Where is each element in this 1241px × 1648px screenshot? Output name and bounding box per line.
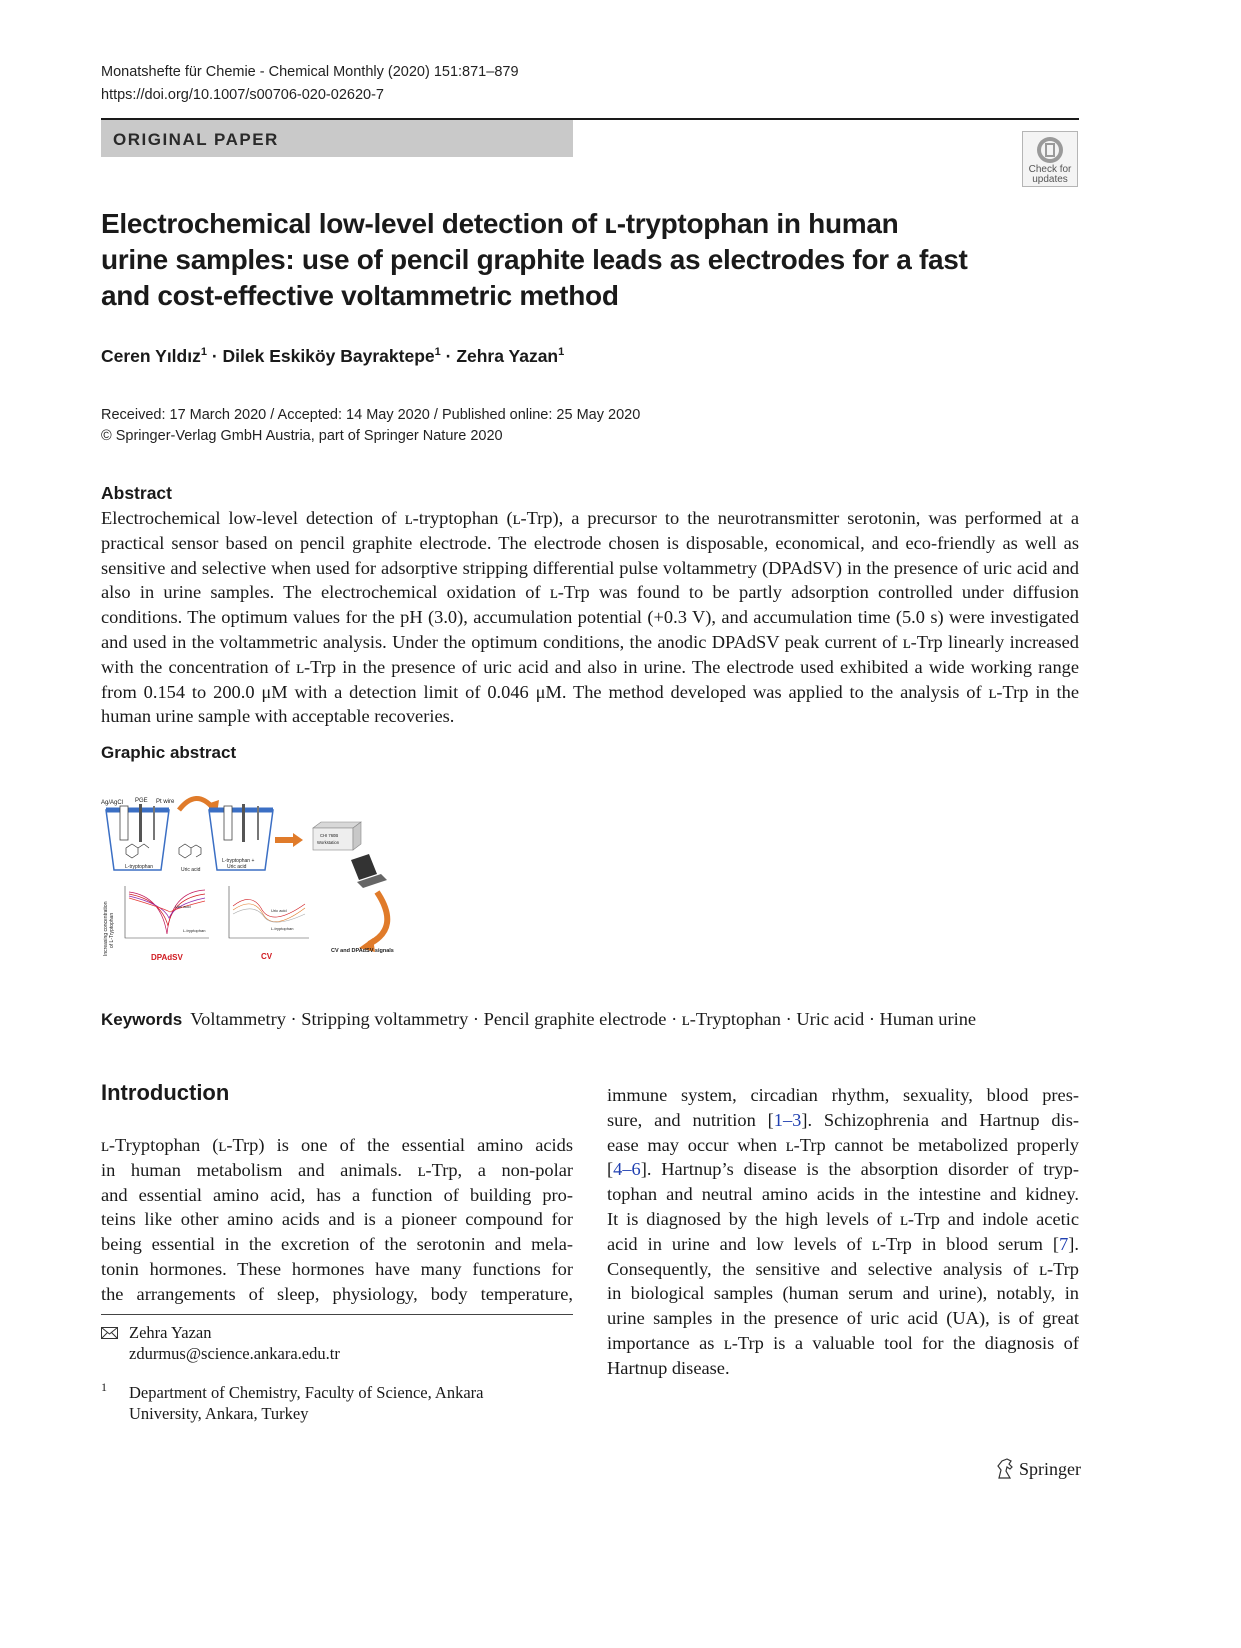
plot-curve [233,899,305,917]
electrode-icon [224,806,232,840]
abstract-text: Electrochemical low-level detection of ʟ-tryptophan (ʟ-Trp), a precursor to the neurotransmitter serotonin, was performed at a practical sensor based on pencil graphite electrode. The electrode chosen is disposable, economical, and eco-friendly as well as sensitive and selective when used for adsorptive stripping differential pulse voltammetry (DPAdSV) in the presence of uric acid and also in urine samples. The electrochemical oxidation of ʟ-Trp was found to be partly adsorption controlled under diffusion conditions. The optimum values for the pH (3.0), accumulation potential (+0.3 V), and accumulation time (5.0 s) were investigated and used in the voltammetric analysis. Under the optimum conditions, the anodic DPAdSV peak current of ʟ-Trp linearly increased with the concentration of ʟ-Trp in the presence of uric acid and also in urine. The electrode used exhibited a wide working range from 0.154 to 200.0 μM with a detection limit of 0.046 μM. The method developed was applied to the analysis of ʟ-Trp in the human urine sample with acceptable recoveries. [101,508,1079,727]
molecule-icon [179,844,201,858]
graphic-abstract-heading: Graphic abstract [101,743,237,762]
electrode-icon [242,804,245,842]
pt-wire-label: Pt wire [156,799,175,805]
text-line: ease may occur when ʟ-Trp cannot be metabolized properly [607,1134,1079,1155]
affiliation-mark: 1 [558,346,565,359]
publication-dates: Received: 17 March 2020 / Accepted: 14 May 2020 / Published online: 25 May 2020 [101,407,641,423]
text-line: sure, and nutrition [1–3]. Schizophrenia and Hartnup dis- [607,1109,1079,1130]
author-separator: · [206,346,223,366]
workstation-label: Workstation [317,840,340,845]
text-line: teins like other amino acids and is a pioneer compound for [101,1209,573,1230]
check-for-updates-badge[interactable] [1022,131,1078,187]
keyword-separator: · [780,1009,797,1029]
text-line: Consequently, the sensitive and selective analysis of ʟ-Trp [607,1258,1079,1279]
keyword-separator: · [666,1009,682,1029]
beaker-label: L-tryptophan [125,864,154,870]
text-line: in biological samples (human serum and urine), notably, in [607,1283,1079,1304]
affiliation-mark: 1 [434,346,441,359]
workstation-label: CHI 760B [320,833,339,838]
paper-type-label: ORIGINAL PAPER [113,130,279,149]
laptop-icon [351,854,377,880]
title-line: Electrochemical low-level detection of ʟ-tryptophan in human [101,208,899,239]
text-line: in human metabolism and animals. ʟ-Trp, a non-polar [101,1159,573,1180]
keyword[interactable]: Pencil graphite electrode [483,1009,667,1029]
text-line: [4–6]. Hartnup’s disease is the absorption disorder of tryp- [607,1159,1079,1180]
curve-label: Uric acid [175,904,191,909]
keyword[interactable]: Voltammetry [190,1009,286,1029]
introduction-left-column [101,1133,573,1307]
affiliation-number: 1 [101,1380,107,1394]
flow-arrow-icon [369,892,387,944]
paper-title [101,206,1001,314]
affiliation-line: University, Ankara, Turkey [129,1404,309,1423]
electrode-icon [153,806,155,840]
beaker-label: L-tryptophan + [222,858,255,864]
keyword[interactable]: ʟ-Tryptophan [681,1009,781,1029]
text-line: acid in urine and low levels of ʟ-Trp in blood serum [7]. [607,1233,1079,1254]
affiliation-text [129,1382,549,1424]
workstation-icon [313,828,353,850]
electrode-icon [257,806,259,840]
doi-link[interactable]: https://doi.org/10.1007/s00706-020-02620-7 [101,87,384,103]
keyword[interactable]: Uric acid [796,1009,865,1029]
envelope-icon [101,1327,118,1339]
cv-label: CV [261,952,273,961]
beaker-label: Uric acid [227,864,247,870]
affiliation-line: Department of Chemistry, Faculty of Science, Ankara [129,1383,484,1402]
author-name[interactable]: Zehra Yazan [456,346,559,366]
text-line: being essential in the excretion of the serotonin and mela- [101,1234,573,1255]
introduction-heading: Introduction [101,1080,230,1105]
beaker-icon [106,810,169,870]
author-separator: · [440,346,457,366]
check-updates-label: Check for updates [1028,164,1072,185]
curve-label: L-tryptophan [271,926,294,931]
curve-label: L-tryptophan [183,928,206,933]
title-line: urine samples: use of pencil graphite leads as electrodes for a fast [101,244,968,275]
footnote-rule [101,1314,573,1315]
yaxis-label: of L-Tryptophan [109,912,115,948]
citation-link[interactable]: 4–6 [613,1159,641,1180]
plot-curve [129,896,205,918]
plot-curve [233,904,305,922]
text-line: Hartnup disease. [607,1357,730,1378]
corresponding-author-email[interactable]: zdurmus@science.ankara.edu.tr [129,1344,340,1363]
abstract-heading: Abstract [101,483,172,503]
uric-label: Uric acid [181,867,201,873]
keyword-separator: · [468,1009,484,1029]
pge-label: PGE [135,798,148,804]
plot-axes [229,886,309,938]
text-line: ʟ-Tryptophan (ʟ-Trp) is one of the essential amino acids [101,1135,573,1155]
citation-link[interactable]: 1–3 [773,1109,802,1130]
electrode-icon [120,806,128,840]
author-name[interactable]: Dilek Eskiköy Bayraktepe [222,346,435,366]
corresponding-author-name: Zehra Yazan [129,1323,212,1342]
text-line: tophan and neutral amino acids in the intestine and kidney. [607,1184,1079,1205]
publisher-name: Springer [1019,1459,1081,1479]
keyword-separator: · [285,1009,302,1029]
plot-curve [129,898,205,912]
check-updates-icon [1035,135,1065,165]
text-line: and essential amino acid, has a function of building pro- [101,1184,573,1205]
arrow-head-icon [293,833,303,847]
keywords [101,1009,976,1030]
text-line: tonin hormones. These hormones have many functions for [101,1258,573,1279]
introduction-right-column [607,1083,1079,1381]
text-line: importance as ʟ-Trp is a valuable tool for the diagnosis of [607,1332,1079,1353]
journal-citation: Monatshefte für Chemie - Chemical Monthly (2020) 151:871–879 [101,64,519,80]
text-line: It is diagnosed by the high levels of ʟ-Trp and indole acetic [607,1208,1079,1229]
graphic-abstract-figure [101,788,401,966]
affiliation-mark: 1 [200,346,207,359]
text-line: the arrangements of sleep, physiology, body temperature, [101,1283,573,1304]
text-line: immune system, circadian rhythm, sexuality, blood pres- [607,1085,1079,1105]
curve-label: Uric acid [271,908,287,913]
keywords-label: Keywords [101,1010,183,1029]
signals-label: CV and DPAdSV signals [331,948,394,954]
text-line: urine samples in the presence of uric acid (UA), is of great [607,1308,1079,1329]
springer-horse-icon [995,1458,1015,1480]
copyright-notice: © Springer-Verlag GmbH Austria, part of Springer Nature 2020 [101,428,503,444]
keyword[interactable]: Stripping voltammetry [301,1009,469,1029]
dpadsv-label: DPAdSV [151,953,183,962]
ref-electrode-label: Ag/AgCl [101,800,124,806]
electrode-icon [139,804,142,842]
keyword-separator: · [864,1009,880,1029]
keyword[interactable]: Human urine [879,1009,977,1029]
author-list [101,346,564,367]
author-name[interactable]: Ceren Yıldız [101,346,201,366]
yaxis-label: Increasing concentration [103,901,109,956]
citation-link[interactable]: 7 [1059,1233,1069,1254]
title-line: and cost-effective voltammetric method [101,280,619,311]
